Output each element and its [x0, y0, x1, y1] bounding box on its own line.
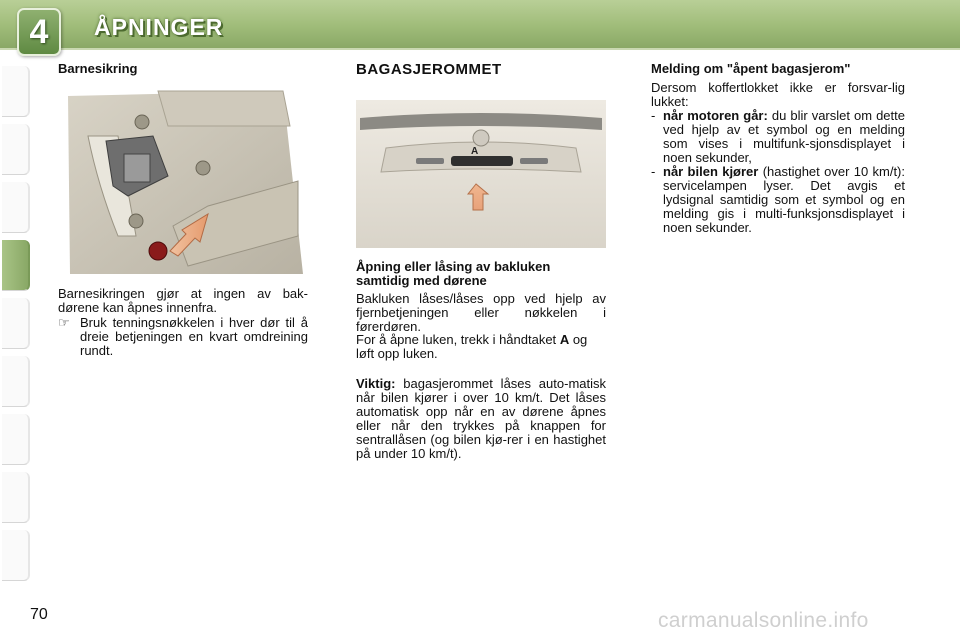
car-driving-text: (hastighet over 10 km/t): servicelampen lyser. Det avgis et lydsignal samtidig som et symbol og en melding gis i multi-funksjonsdisplayet i noen sekunder.: [663, 164, 905, 235]
page-number: 70: [30, 606, 48, 623]
chapter-tab-1[interactable]: [2, 66, 30, 117]
watermark: carmanualsonline.info: [658, 609, 869, 632]
list-item: [651, 165, 905, 235]
chapter-tab-2[interactable]: [2, 124, 30, 175]
engine-running-text: du blir varslet om dette ved hjelp av et symbol og en melding som vises i multifunk-sjonsdisplayet i noen sekunder,: [663, 108, 905, 165]
list-item: [651, 109, 905, 165]
auto-lock-note: [356, 377, 606, 461]
handle-label-a: A: [471, 146, 479, 157]
chapter-tab-9[interactable]: [2, 530, 30, 581]
open-boot-intro: Dersom koffertlokket ikke er forsvar-lig lukket:: [651, 80, 905, 109]
note-label: Viktig:: [356, 376, 396, 391]
open-boot-list: [651, 109, 905, 235]
engine-running-label: når motoren går:: [663, 108, 768, 123]
child-lock-bullet: [58, 316, 308, 358]
tailgate-paragraph-1: Bakluken låses/låses opp ved hjelp av fjernbetjeningen eller nøkkelen i førerdøren.: [356, 291, 606, 334]
child-lock-paragraph: Barnesikringen gjør at ingen av bak-dørene kan åpnes innenfra.: [58, 286, 308, 315]
child-lock-photo: [58, 86, 308, 274]
open-instruction-text: For å åpne luken, trekk i håndtaket: [356, 332, 557, 347]
pointing-hand-icon: ☞: [58, 315, 70, 330]
chapter-title: ÅPNINGER: [94, 14, 224, 40]
chapter-tab-4-active[interactable]: [2, 240, 30, 291]
open-boot-warning-heading: Melding om "åpent bagasjerom": [651, 61, 851, 76]
dash-mark: -: [651, 108, 656, 123]
chapter-tabs: [0, 66, 32, 576]
chapter-tab-7[interactable]: [2, 414, 30, 465]
chapter-tab-6[interactable]: [2, 356, 30, 407]
header-divider: [0, 48, 960, 50]
boot-section-title: BAGASJEROMMET: [356, 61, 502, 78]
chapter-number-badge: 4: [17, 8, 61, 56]
note-text: bagasjerommet låses auto-matisk når bilen kjører i over 10 km/t. Det låses automatisk opp når en av dørene åpnes eller når den trykkes på knappen for sentrallåsen (og bilen kjø-rer i en hastighet på under 10 km/t).: [356, 376, 606, 461]
tailgate-photo: [356, 100, 606, 248]
tailgate-subheading: Åpning eller låsing av bakluken samtidig med dørene: [356, 259, 551, 288]
open-instruction-end: og løft opp luken.: [356, 332, 588, 361]
child-lock-instruction: Bruk tenningsnøkkelen i hver dør til å dreie betjeningen en kvart omdreining rundt.: [80, 315, 308, 358]
chapter-tab-5[interactable]: [2, 298, 30, 349]
handle-label: A: [559, 332, 570, 347]
car-driving-label: når bilen kjører: [663, 164, 759, 179]
chapter-tab-8[interactable]: [2, 472, 30, 523]
dash-mark: -: [651, 164, 656, 179]
chapter-tab-3[interactable]: [2, 182, 30, 233]
tailgate-paragraph-2: [356, 333, 606, 361]
child-lock-heading: Barnesikring: [58, 61, 138, 76]
